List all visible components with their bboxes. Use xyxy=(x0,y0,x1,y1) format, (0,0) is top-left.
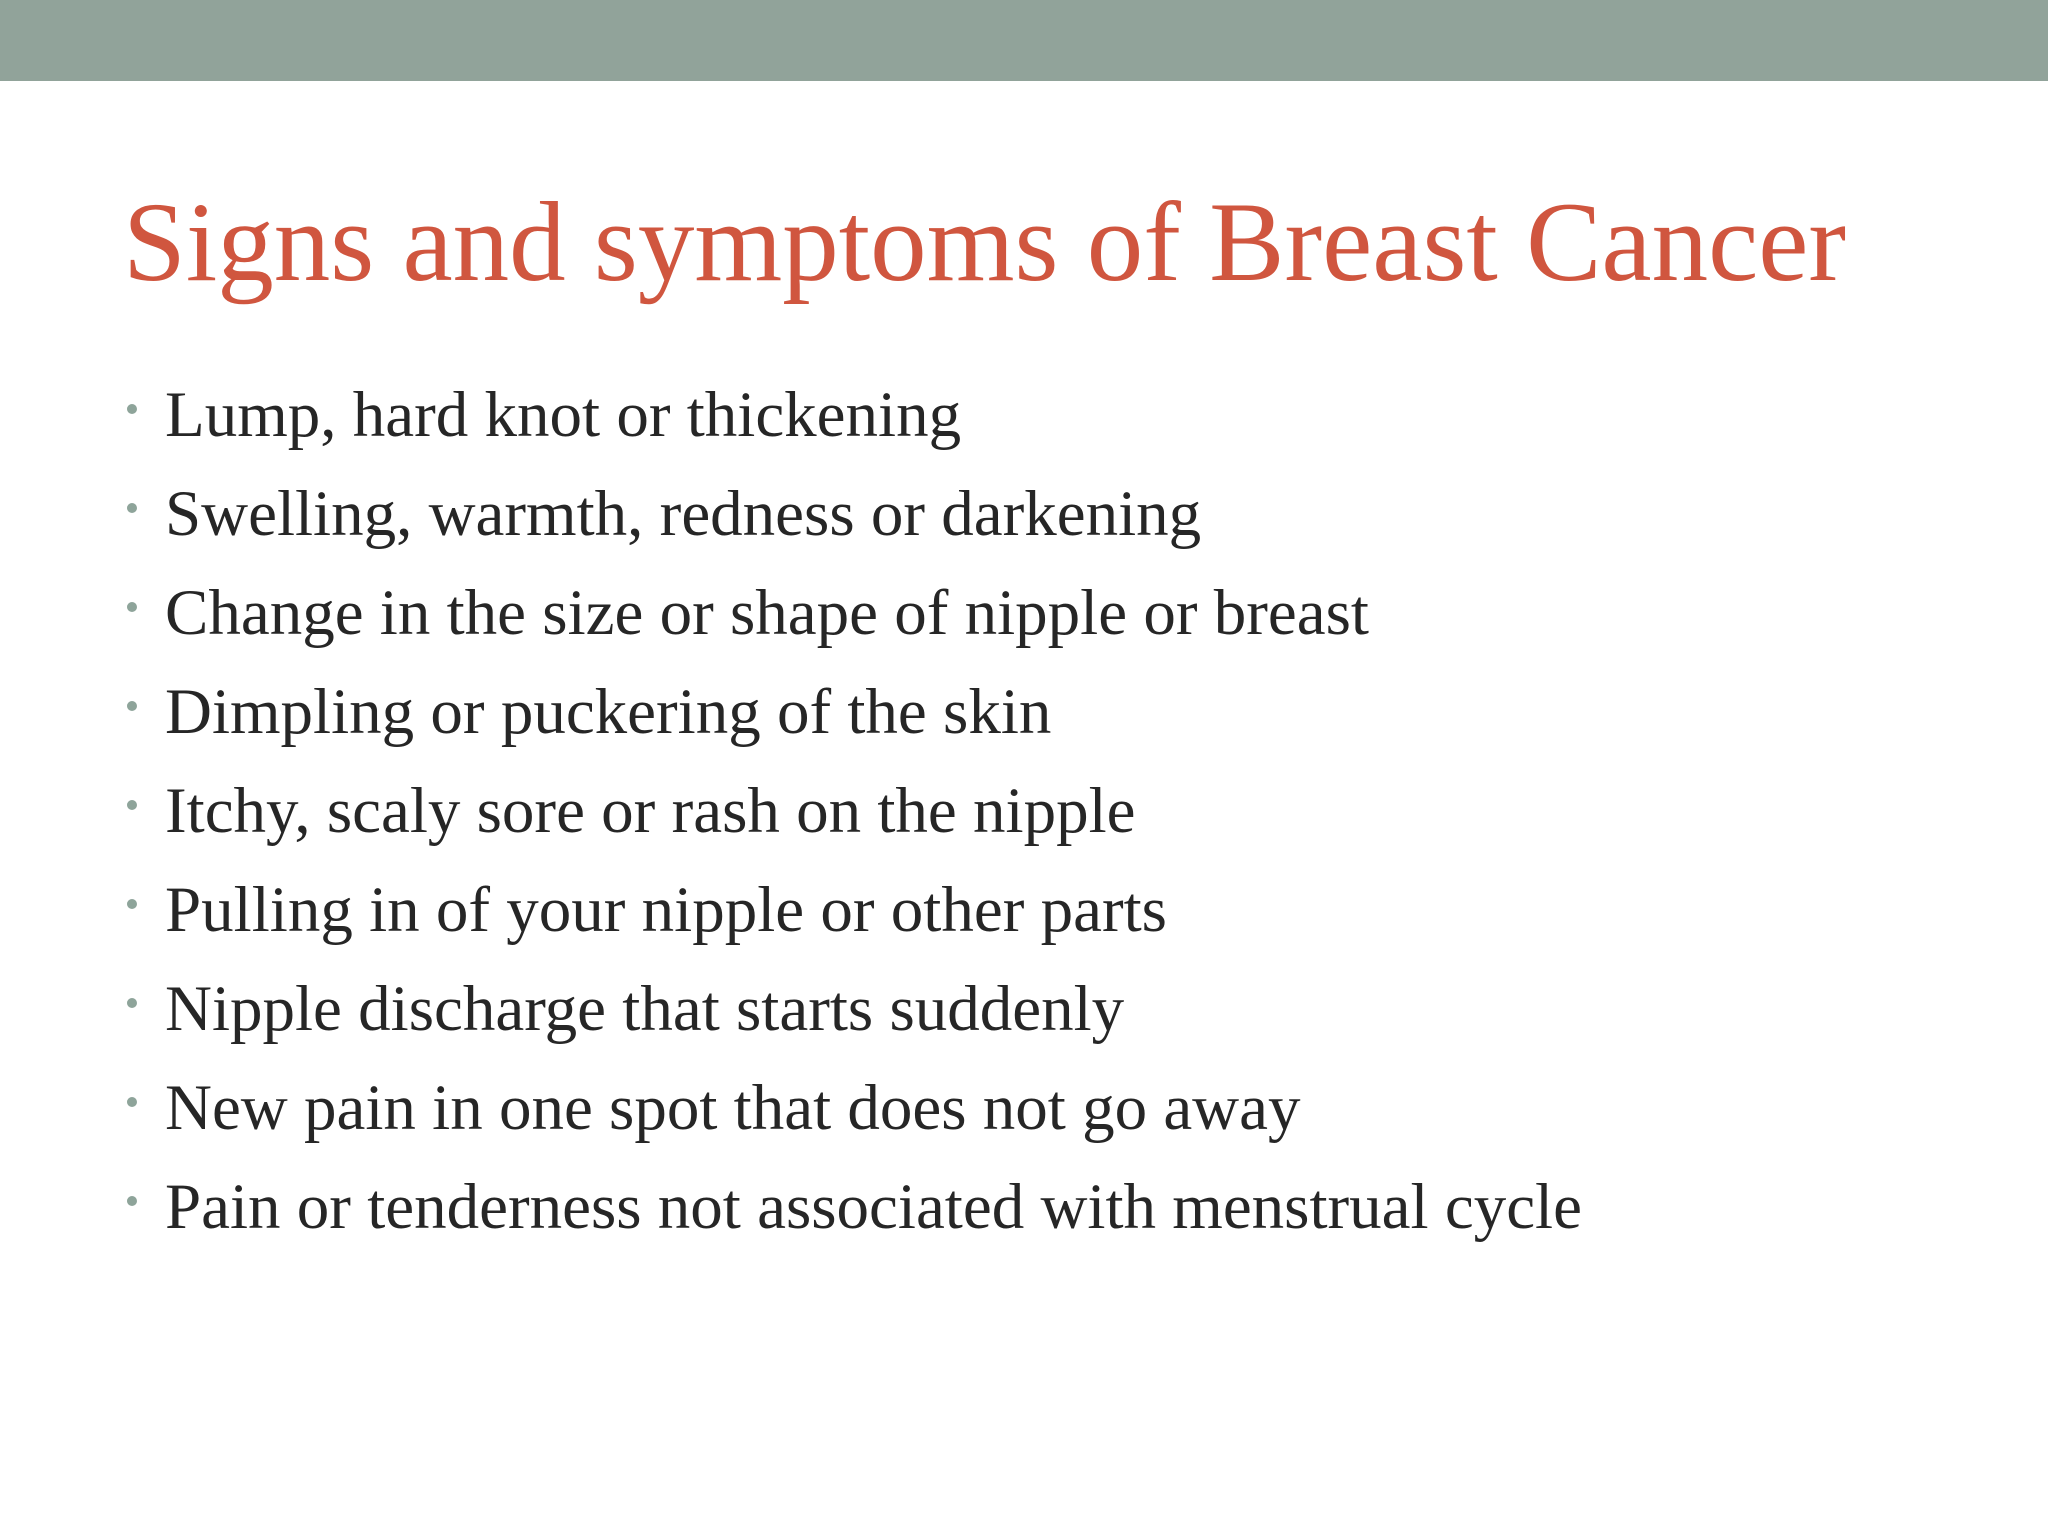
bullet-marker xyxy=(127,998,137,1008)
bullet-text: New pain in one spot that does not go away xyxy=(165,1072,1301,1144)
list-item xyxy=(123,1158,1582,1257)
top-accent-band xyxy=(0,0,2048,81)
bullet-marker xyxy=(127,701,137,711)
bullet-marker xyxy=(127,503,137,513)
bullet-text: Itchy, scaly sore or rash on the nipple xyxy=(165,775,1136,847)
bullet-text: Nipple discharge that starts suddenly xyxy=(165,973,1125,1045)
list-item xyxy=(123,663,1582,762)
bullet-marker xyxy=(127,1097,137,1107)
symptom-list xyxy=(123,366,1582,1257)
bullet-marker xyxy=(127,800,137,810)
bullet-marker xyxy=(127,602,137,612)
list-item xyxy=(123,1059,1582,1158)
bullet-text: Swelling, warmth, redness or darkening xyxy=(165,478,1202,550)
list-item xyxy=(123,960,1582,1059)
list-item xyxy=(123,861,1582,960)
slide-title: Signs and symptoms of Breast Cancer xyxy=(123,180,1847,305)
list-item xyxy=(123,366,1582,465)
bullet-text: Change in the size or shape of nipple or breast xyxy=(165,577,1369,649)
list-item xyxy=(123,465,1582,564)
bullet-text: Lump, hard knot or thickening xyxy=(165,379,962,451)
bullet-text: Pulling in of your nipple or other parts xyxy=(165,874,1167,946)
bullet-text: Pain or tenderness not associated with menstrual cycle xyxy=(165,1171,1582,1243)
list-item xyxy=(123,564,1582,663)
bullet-marker xyxy=(127,1196,137,1206)
bullet-text: Dimpling or puckering of the skin xyxy=(165,676,1052,748)
list-item xyxy=(123,762,1582,861)
bullet-marker xyxy=(127,404,137,414)
bullet-marker xyxy=(127,899,137,909)
